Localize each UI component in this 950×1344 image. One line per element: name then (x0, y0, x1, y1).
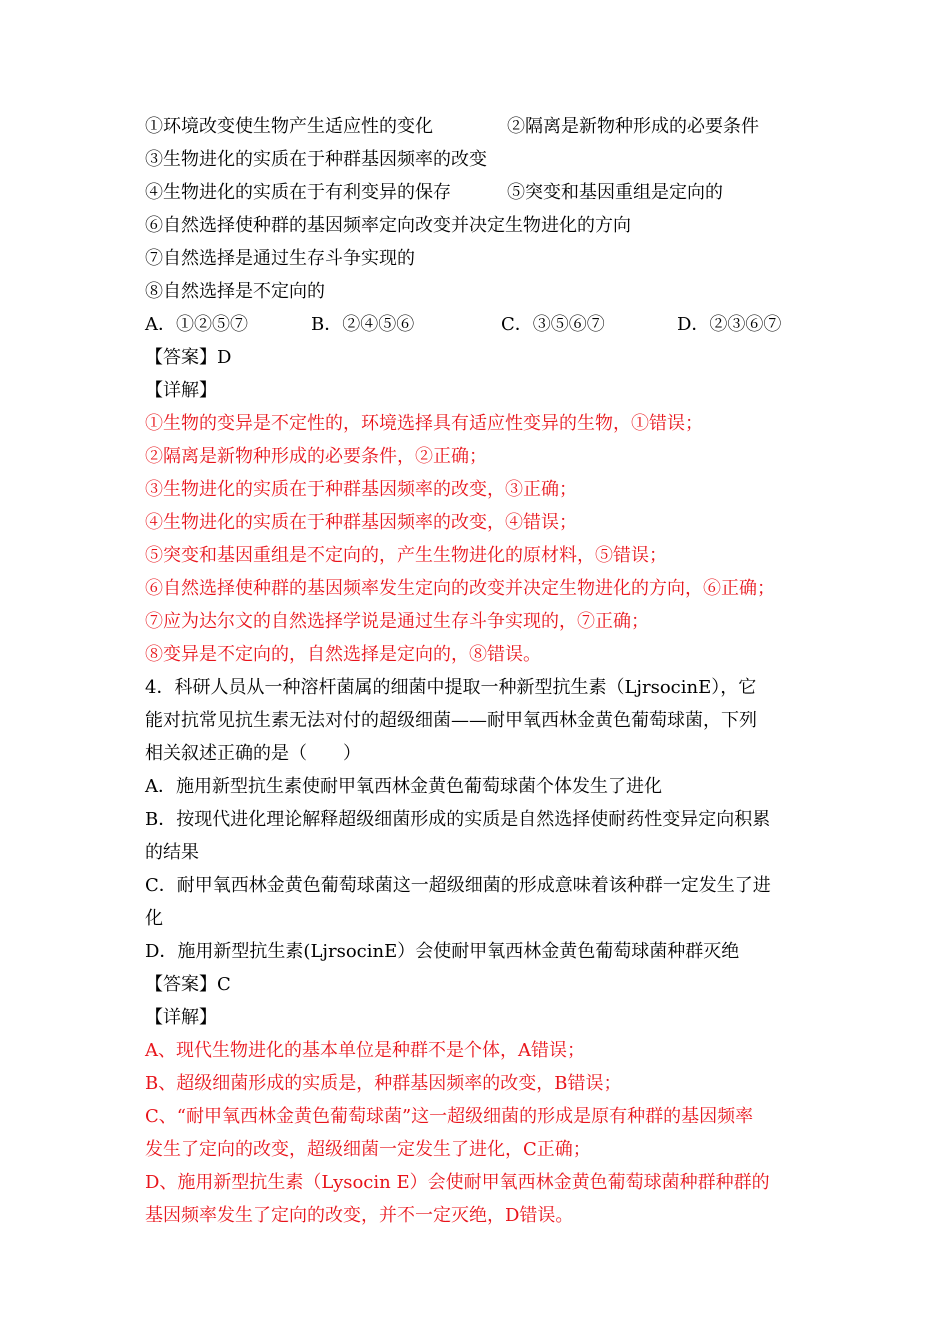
q4-option-a: A．施用新型抗生素使耐甲氧西林金黄色葡萄球菌个体发生了进化 (145, 776, 662, 797)
q4-explanation-line-3: C、“耐甲氧西林金黄色葡萄球菌”这一超级细菌的形成是原有种群的基因频率 (145, 1106, 754, 1127)
q4-option-b-line-2: 的结果 (145, 842, 199, 863)
q4-stem-line-2: 能对抗常见抗生素无法对付的超级细菌——耐甲氧西林金黄色葡萄球菌，下列 (145, 710, 757, 731)
q3-option-a: A．①②⑤⑦ (145, 314, 248, 335)
q3-explanation-6: ⑥自然选择使种群的基因频率发生定向的改变并决定生物进化的方向，⑥正确； (145, 578, 775, 599)
q3-option-d: D．②③⑥⑦ (677, 314, 782, 335)
q3-statement-7: ⑦自然选择是通过生存斗争实现的 (145, 248, 415, 269)
q3-explanation-4: ④生物进化的实质在于种群基因频率的改变，④错误； (145, 512, 577, 533)
q4-option-c-line-2: 化 (145, 908, 163, 929)
q3-detail-label: 【详解】 (145, 380, 217, 401)
q3-statement-4: ④生物进化的实质在于有利变异的保存 (145, 182, 451, 203)
q3-explanation-1: ①生物的变异是不定性的，环境选择具有适应性变异的生物，①错误； (145, 413, 703, 434)
q4-stem-line-1: 4．科研人员从一种溶杆菌属的细菌中提取一种新型抗生素（LjrsocinE），它 (145, 677, 757, 698)
q3-statement-row-4 (145, 176, 810, 209)
q4-explanation-line-6: 基因频率发生了定向的改变，并不一定灭绝，D错误。 (145, 1205, 574, 1226)
q4-option-b-line-1: B．按现代进化理论解释超级细菌形成的实质是自然选择使耐药性变异定向积累 (145, 809, 771, 830)
q3-statement-1: ①环境改变使生物产生适应性的变化 (145, 116, 433, 137)
q3-option-b: B．②④⑤⑥ (311, 314, 415, 335)
q3-explanation-8: ⑧变异是不定向的，自然选择是定向的，⑧错误。 (145, 644, 541, 665)
q3-statement-2: ②隔离是新物种形成的必要条件 (507, 116, 759, 137)
q3-options (145, 308, 810, 341)
q4-explanation-line-1: A、现代生物进化的基本单位是种群不是个体，A错误； (145, 1040, 585, 1061)
q3-statement-row-1 (145, 110, 810, 143)
q4-option-c-line-1: C．耐甲氧西林金黄色葡萄球菌这一超级细菌的形成意味着该种群一定发生了进 (145, 875, 771, 896)
q4-option-d: D．施用新型抗生素(LjrsocinE）会使耐甲氧西林金黄色葡萄球菌种群灭绝 (145, 941, 740, 962)
q4-explanation-line-4: 发生了定向的改变，超级细菌一定发生了进化，C正确； (145, 1139, 591, 1160)
q3-statement-8: ⑧自然选择是不定向的 (145, 281, 325, 302)
q4-answer: 【答案】C (145, 974, 231, 995)
q4-explanation-line-5: D、施用新型抗生素（Lysocin E）会使耐甲氧西林金黄色葡萄球菌种群种群的 (145, 1172, 770, 1193)
q3-statement-5: ⑤突变和基因重组是定向的 (507, 182, 723, 203)
q3-explanation-3: ③生物进化的实质在于种群基因频率的改变，③正确； (145, 479, 577, 500)
q3-explanation-2: ②隔离是新物种形成的必要条件，②正确； (145, 446, 487, 467)
q4-explanation-line-2: B、超级细菌形成的实质是，种群基因频率的改变，B错误； (145, 1073, 622, 1094)
q3-statement-6: ⑥自然选择使种群的基因频率定向改变并决定生物进化的方向 (145, 215, 631, 236)
q4-detail-label: 【详解】 (145, 1007, 217, 1028)
q4-stem-line-3: 相关叙述正确的是（ ） (145, 743, 361, 764)
q3-statement-3: ③生物进化的实质在于种群基因频率的改变 (145, 149, 487, 170)
document-content (145, 110, 810, 1232)
q3-option-c: C．③⑤⑥⑦ (501, 314, 605, 335)
q3-explanation-7: ⑦应为达尔文的自然选择学说是通过生存斗争实现的，⑦正确； (145, 611, 649, 632)
q3-answer: 【答案】D (145, 347, 232, 368)
q3-explanation-5: ⑤突变和基因重组是不定向的，产生生物进化的原材料，⑤错误； (145, 545, 667, 566)
